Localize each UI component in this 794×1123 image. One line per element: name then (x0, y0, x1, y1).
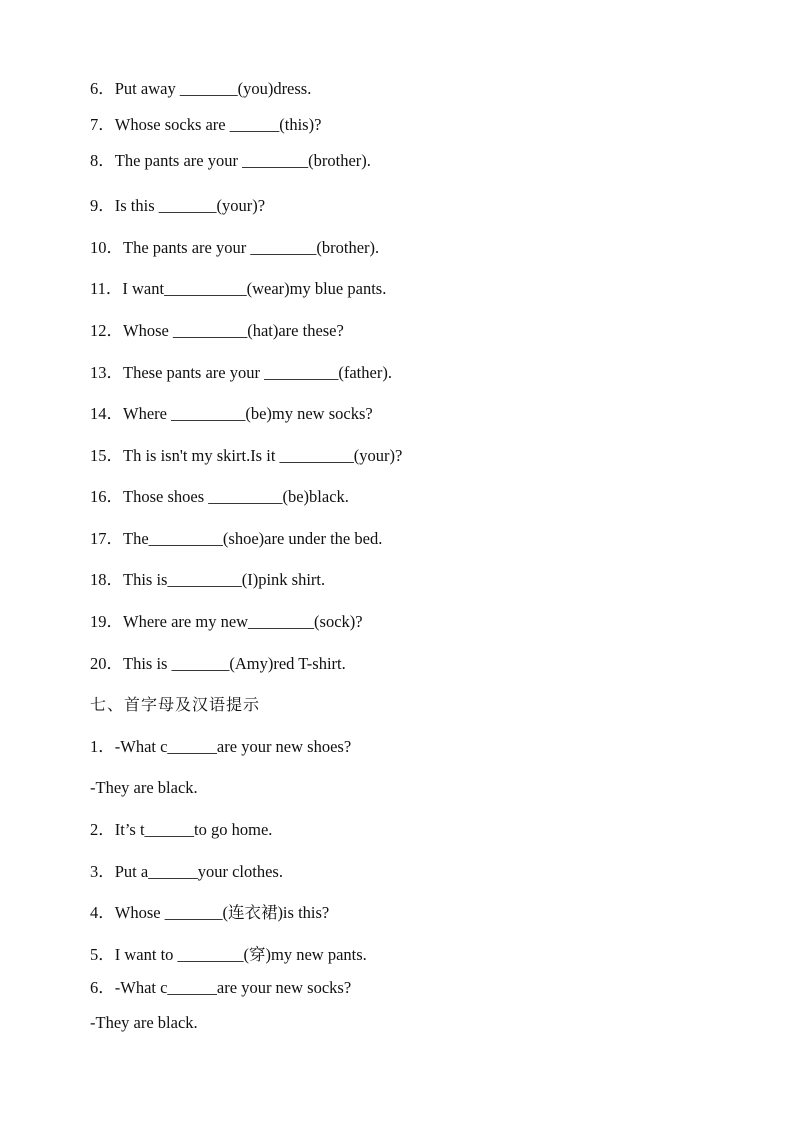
exercise-item-8 (90, 151, 371, 171)
hint-item-2 (90, 820, 272, 840)
item-text: It’s t______to go home. (114, 820, 273, 839)
item-text: -They are black. (90, 1013, 198, 1032)
exercise-item-18 (90, 570, 325, 590)
item-number: 11． (90, 279, 123, 298)
item-text: Is this _______(your)? (114, 196, 266, 215)
item-number: 6． (90, 978, 115, 997)
item-text: Put away _______(you)dress. (114, 79, 312, 98)
exercise-item-20 (90, 654, 346, 674)
item-text: This is _______(Amy)red T-shirt. (123, 654, 346, 673)
exercise-item-6 (90, 79, 311, 99)
item-text: The pants are your ________(brother). (123, 238, 380, 257)
item-text: Whose socks are ______(this)? (114, 115, 322, 134)
item-number: 2． (90, 820, 115, 839)
item-number: 12． (90, 321, 123, 340)
item-text: Where _________(be)my new socks? (123, 404, 373, 423)
exercise-item-9 (90, 196, 265, 216)
item-text: This is_________(I)pink shirt. (123, 570, 326, 589)
item-number: 5． (90, 945, 115, 964)
exercise-item-15 (90, 446, 402, 466)
item-number: 15． (90, 446, 123, 465)
hint-item-1 (90, 737, 351, 757)
hint-item-6-answer (90, 1013, 198, 1033)
exercise-item-12 (90, 321, 344, 341)
exercise-item-10 (90, 238, 379, 258)
exercise-item-19 (90, 612, 363, 632)
item-text: -What c______are your new shoes? (114, 737, 352, 756)
item-number: 9． (90, 196, 115, 215)
item-number: 18． (90, 570, 123, 589)
item-number: 1． (90, 737, 115, 756)
item-text: The_________(shoe)are under the bed. (123, 529, 383, 548)
item-text: Th is isn't my skirt.Is it _________(your)? (123, 446, 403, 465)
hint-item-3 (90, 862, 283, 882)
item-number: 20． (90, 654, 123, 673)
exercise-item-16 (90, 487, 349, 507)
item-number: 14． (90, 404, 123, 423)
item-number: 4． (90, 903, 115, 922)
item-text: Where are my new________(sock)? (123, 612, 363, 631)
section-heading: 七、首字母及汉语提示 (90, 695, 261, 714)
item-text: These pants are your _________(father). (123, 363, 392, 382)
item-number: 17． (90, 529, 123, 548)
item-number: 3． (90, 862, 115, 881)
item-number: 7． (90, 115, 115, 134)
exercise-item-17 (90, 529, 382, 549)
item-text: I want to ________(穿)my new pants. (114, 945, 367, 964)
exercise-item-11 (90, 279, 386, 299)
hint-item-5 (90, 945, 367, 965)
hint-item-1-answer (90, 778, 198, 798)
item-number: 13． (90, 363, 123, 382)
item-number: 16． (90, 487, 123, 506)
item-text: -They are black. (90, 778, 198, 797)
item-text: Put a______your clothes. (114, 862, 283, 881)
item-text: Whose _________(hat)are these? (123, 321, 344, 340)
item-number: 6． (90, 79, 115, 98)
exercise-item-14 (90, 404, 373, 424)
exercise-item-7 (90, 115, 321, 135)
hint-item-4 (90, 903, 329, 923)
item-text: The pants are your ________(brother). (114, 151, 371, 170)
item-number: 8． (90, 151, 115, 170)
item-text: I want__________(wear)my blue pants. (122, 279, 387, 298)
hint-item-6 (90, 978, 351, 998)
item-text: Those shoes _________(be)black. (123, 487, 349, 506)
item-number: 19． (90, 612, 123, 631)
exercise-item-13 (90, 363, 392, 383)
item-text: -What c______are your new socks? (114, 978, 352, 997)
item-text: Whose _______(连衣裙)is this? (114, 903, 330, 922)
item-number: 10． (90, 238, 123, 257)
